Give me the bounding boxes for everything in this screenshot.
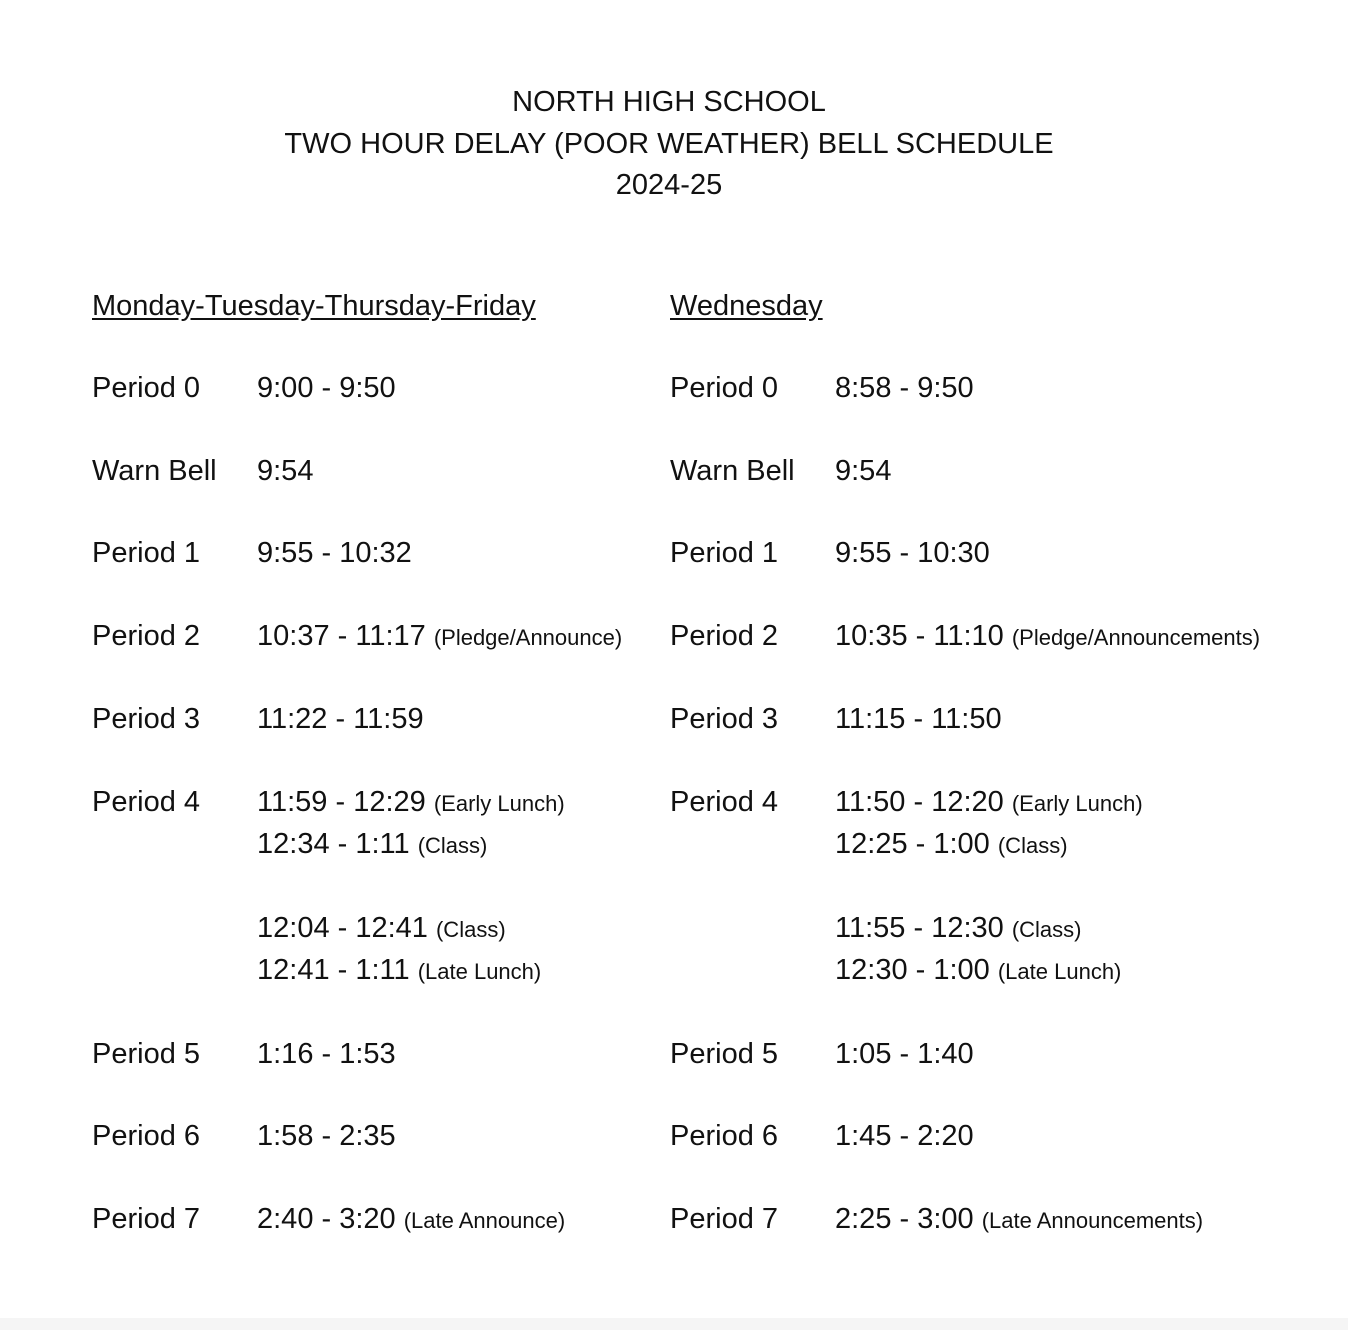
time-range: 9:00 - 9:50: [257, 372, 396, 404]
time-note: (Late Lunch): [417, 959, 542, 984]
time-entry: [257, 782, 652, 825]
time-range: 10:37 - 11:17: [257, 619, 426, 652]
time-range: 12:41 - 1:11: [257, 954, 410, 986]
schedule-row-warn-bell: [670, 451, 1330, 493]
schedule-title: TWO HOUR DELAY (POOR WEATHER) BELL SCHEDULE: [284, 127, 1054, 160]
schedule-row-period-7: [92, 1199, 652, 1242]
row-label: Period 3: [670, 703, 779, 735]
schedule-row-period-4: [670, 782, 1330, 993]
time-entry: [835, 533, 1330, 575]
time-entry: [257, 824, 652, 867]
time-range: 11:15 - 11:50: [835, 703, 1002, 735]
schedule-row-period-7: [670, 1199, 1330, 1242]
schedule-row-period-4: [92, 782, 652, 993]
time-note: (Class): [1011, 916, 1082, 942]
school-name: NORTH HIGH SCHOOL: [512, 86, 826, 118]
time-entry: [835, 1116, 1330, 1158]
time-range: 11:22 - 11:59: [257, 703, 424, 735]
time-range: 10:35 - 11:10: [835, 619, 1004, 652]
schedule-row-period-2: [92, 616, 652, 659]
schedule-row-period-3: [92, 699, 652, 741]
schedule-row-period-1: [670, 533, 1330, 575]
schedule-heading: Wednesday: [670, 290, 823, 322]
time-range: 9:54: [257, 454, 314, 487]
time-note: (Late Lunch): [997, 959, 1122, 984]
row-label: Period 2: [92, 619, 201, 652]
time-range: 2:40 - 3:20: [257, 1202, 396, 1235]
time-note: (Early Lunch): [433, 790, 565, 816]
time-entry: [257, 950, 652, 993]
time-entry: [257, 908, 652, 951]
time-entry: [835, 451, 1330, 493]
school-year: 2024-25: [615, 169, 723, 201]
row-label: Period 1: [670, 537, 779, 569]
schedule-wednesday: [670, 286, 1330, 1282]
row-label: Period 4: [92, 785, 201, 818]
time-note: (Late Announce): [403, 1207, 566, 1233]
time-range: 1:16 - 1:53: [257, 1037, 396, 1070]
row-label: Period 6: [670, 1120, 779, 1152]
row-label: Period 4: [670, 785, 779, 818]
time-range: 12:04 - 12:41: [257, 911, 428, 944]
schedule-row-period-6: [92, 1116, 652, 1158]
time-entry: [835, 824, 1330, 867]
time-note: (Class): [417, 833, 488, 858]
row-label: Period 5: [92, 1037, 201, 1070]
time-entry: [835, 1199, 1330, 1242]
row-label: Warn Bell: [670, 454, 795, 487]
row-label: Period 2: [670, 619, 779, 652]
time-range: 9:54: [835, 454, 892, 487]
row-label: Period 7: [92, 1202, 201, 1235]
time-range: 1:05 - 1:40: [835, 1037, 974, 1070]
time-range: 1:58 - 2:35: [257, 1120, 396, 1152]
time-entry: [257, 616, 652, 659]
time-entry: [835, 616, 1330, 659]
time-entry: [835, 782, 1330, 825]
schedule-row-period-3: [670, 699, 1330, 741]
schedule-row-period-2: [670, 616, 1330, 659]
schedule-mtthf: [92, 286, 652, 1282]
row-label: Period 1: [92, 537, 201, 569]
time-range: 11:59 - 12:29: [257, 785, 426, 818]
time-note: (Pledge/Announcements): [1011, 624, 1261, 650]
schedule-row-period-5: [92, 1034, 652, 1076]
time-range: 9:55 - 10:30: [835, 537, 990, 569]
time-note: (Class): [997, 833, 1068, 858]
document-title: [0, 82, 1338, 207]
row-label: Period 5: [670, 1037, 779, 1070]
time-entry: [257, 699, 652, 741]
time-note: (Late Announcements): [981, 1207, 1204, 1233]
time-range: 9:55 - 10:32: [257, 537, 412, 569]
row-label: Period 6: [92, 1120, 201, 1152]
row-label: Period 3: [92, 703, 201, 735]
schedule-row-warn-bell: [92, 451, 652, 493]
time-entry: [257, 368, 652, 410]
schedule-row-period-0: [92, 368, 652, 410]
time-range: 11:50 - 12:20: [835, 785, 1004, 818]
schedule-row-period-6: [670, 1116, 1330, 1158]
time-entry: [257, 1034, 652, 1076]
time-note: (Pledge/Announce): [433, 624, 623, 650]
schedule-row-period-1: [92, 533, 652, 575]
time-entry: [257, 1199, 652, 1242]
time-entry: [835, 1034, 1330, 1076]
schedule-heading: Monday-Tuesday-Thursday-Friday: [92, 290, 536, 322]
time-entry: [835, 699, 1330, 741]
time-range: 8:58 - 9:50: [835, 372, 974, 404]
time-range: 1:45 - 2:20: [835, 1120, 974, 1152]
row-label: Period 7: [670, 1202, 779, 1235]
time-range: 11:55 - 12:30: [835, 911, 1004, 944]
time-entry: [835, 950, 1330, 993]
row-label: Period 0: [670, 372, 779, 404]
time-entry: [257, 533, 652, 575]
time-range: 12:34 - 1:11: [257, 828, 410, 860]
schedule-row-period-5: [670, 1034, 1330, 1076]
time-note: (Class): [435, 916, 506, 942]
time-entry: [835, 368, 1330, 410]
time-range: 2:25 - 3:00: [835, 1202, 974, 1235]
schedule-row-period-0: [670, 368, 1330, 410]
time-entry: [835, 908, 1330, 951]
row-label: Period 0: [92, 372, 201, 404]
time-range: 12:25 - 1:00: [835, 828, 990, 860]
row-label: Warn Bell: [92, 454, 217, 487]
time-range: 12:30 - 1:00: [835, 954, 990, 986]
time-entry: [257, 451, 652, 493]
time-entry: [257, 1116, 652, 1158]
time-note: (Early Lunch): [1011, 790, 1143, 816]
